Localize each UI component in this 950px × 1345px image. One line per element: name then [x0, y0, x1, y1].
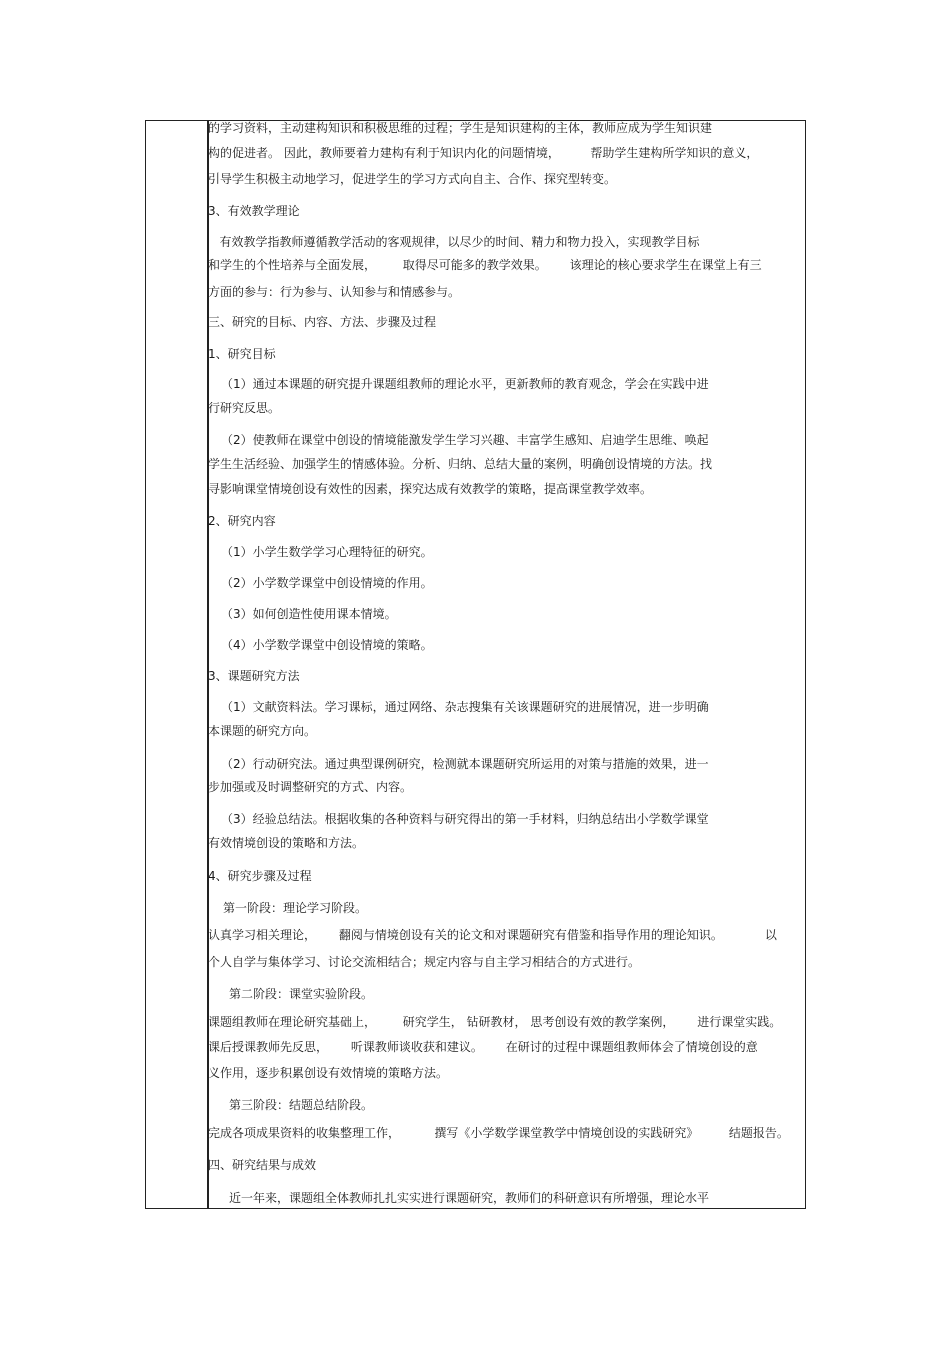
stage-heading: 第三阶段：结题总结阶段。 — [229, 1098, 374, 1112]
paragraph-line: 个人自学与集体学习、讨论交流相结合；规定内容与自主学习相结合的方式进行。 — [208, 955, 641, 969]
stage-heading: 第二阶段：课堂实验阶段。 — [229, 987, 374, 1001]
list-item: （1）通过本课题的研究提升课题组教师的理论水平，更新教师的教育观念，学会在实践中进 — [221, 377, 709, 391]
list-item: （2）行动研究法。通过典型课例研究，检测就本课题研究所运用的对策与措施的效果，进一 — [221, 757, 709, 771]
paragraph-line: 的学习资料，主动建构知识和积极思维的过程；学生是知识建构的主体，教师应成为学生知识建 — [208, 121, 713, 135]
section-heading: 3、课题研究方法 — [208, 669, 300, 683]
section-heading: 三、研究的目标、内容、方法、步骤及过程 — [208, 315, 437, 329]
list-item: （1）小学生数学学习心理特征的研究。 — [221, 545, 433, 559]
paragraph-line: 完成各项成果资料的收集整理工作， 撰写《小学数学课堂教学中情境创设的实践研究》 结题报告。 — [208, 1126, 789, 1140]
list-item: （3）如何创造性使用课本情境。 — [221, 607, 397, 621]
paragraph-line: 引导学生积极主动地学习，促进学生的学习方式向自主、合作、探究型转变。 — [208, 172, 617, 186]
section-heading: 4、研究步骤及过程 — [208, 869, 312, 883]
paragraph-line: 行研究反思。 — [208, 401, 281, 415]
list-item: （1）文献资料法。学习课标，通过网络、杂志搜集有关该课题研究的进展情况，进一步明确 — [221, 700, 709, 714]
paragraph-line: 步加强或及时调整研究的方式、内容。 — [208, 780, 413, 794]
paragraph-line: 课后授课教师先反思， 听课教师谈收获和建议。 在研讨的过程中课题组教师体会了情境创设的意 — [208, 1040, 758, 1054]
list-item: （2）使教师在课堂中创设的情境能激发学生学习兴趣、丰富学生感知、启迪学生思维、唤起 — [221, 433, 709, 447]
section-heading: 四、研究结果与成效 — [208, 1158, 317, 1172]
section-heading: 2、研究内容 — [208, 514, 276, 528]
list-item: （2）小学数学课堂中创设情境的作用。 — [221, 576, 433, 590]
paragraph-line: 义作用，逐步积累创设有效情境的策略方法。 — [208, 1066, 449, 1080]
paragraph-line: 和学生的个性培养与全面发展， 取得尽可能多的教学效果。 该理论的核心要求学生在课堂上有三 — [208, 258, 762, 272]
section-heading: 1、研究目标 — [208, 347, 276, 361]
paragraph-line: 寻影响课堂情境创设有效性的因素，探究达成有效教学的策略，提高课堂教学效率。 — [208, 482, 653, 496]
paragraph-line: 方面的参与：行为参与、认知参与和情感参与。 — [208, 285, 461, 299]
list-item: （3）经验总结法。根据收集的各种资料与研究得出的第一手材料，归纳总结出小学数学课堂 — [221, 812, 709, 826]
list-item: （4）小学数学课堂中创设情境的策略。 — [221, 638, 433, 652]
paragraph-line: 认真学习相关理论， 翻阅与情境创设有关的论文和对课题研究有借鉴和指导作用的理论知识。 以 — [208, 928, 777, 942]
paragraph-line: 有效教学指教师遵循教学活动的客观规律，以尽少的时间、精力和物力投入，实现教学目标 — [208, 235, 700, 249]
paragraph-line: 构的促进者。 因此，教师要着力建构有利于知识内化的问题情境， 帮助学生建构所学知识的意义， — [208, 146, 759, 160]
paragraph-line: 近一年来，课题组全体教师扎扎实实进行课题研究，教师们的科研意识有所增强，理论水平 — [229, 1191, 710, 1205]
paragraph-line: 本课题的研究方向。 — [208, 724, 317, 738]
paragraph-line: 学生生活经验、加强学生的情感体验。分析、归纳、总结大量的案例，明确创设情境的方法。找 — [208, 457, 713, 471]
paragraph-line: 有效情境创设的策略和方法。 — [208, 836, 365, 850]
stage-heading: 第一阶段：理论学习阶段。 — [223, 901, 368, 915]
paragraph-line: 课题组教师在理论研究基础上， 研究学生， 钻研教材， 思考创设有效的教学案例， 进行课堂实践。 — [208, 1015, 782, 1029]
section-heading: 3、有效教学理论 — [208, 204, 300, 218]
